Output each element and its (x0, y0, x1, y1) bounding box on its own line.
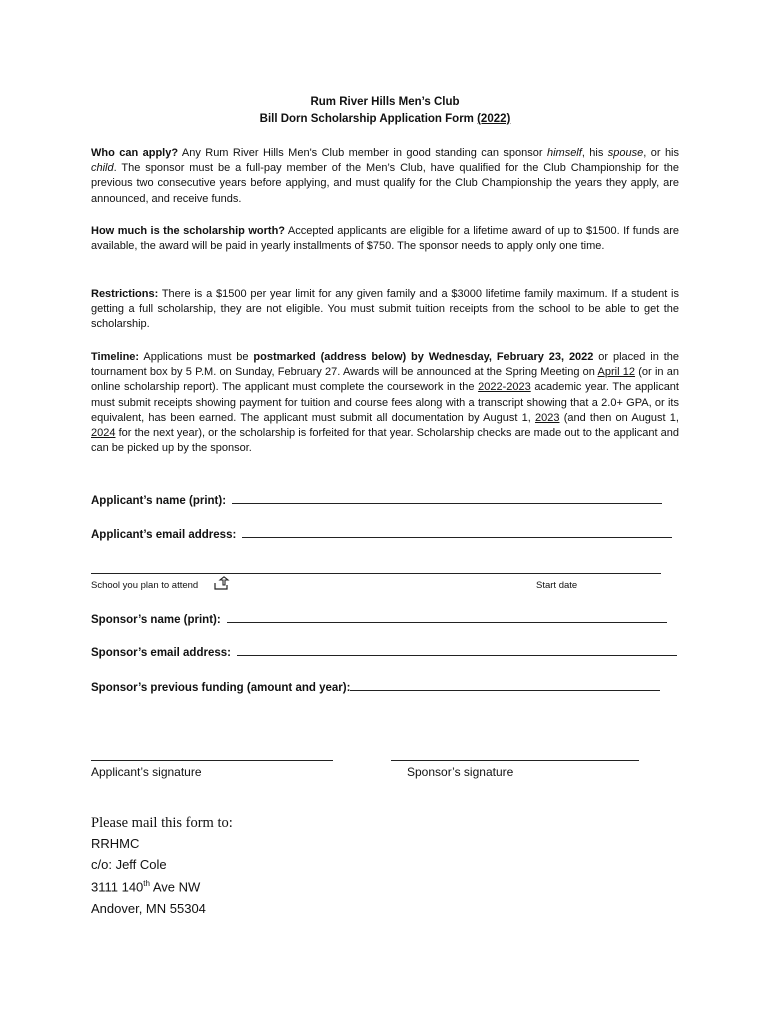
applicant-name-field (91, 491, 662, 507)
form-title (0, 113, 770, 125)
address-line-2: c/o: Jeff Cole (91, 857, 167, 872)
timeline-text-5: (and then on August 1, (559, 411, 679, 424)
restrictions-paragraph (91, 287, 679, 333)
org-title: Rum River Hills Men’s Club (310, 96, 460, 108)
address-line-3-sup: th (143, 879, 150, 888)
sponsor-signature-line[interactable] (391, 760, 639, 761)
sponsor-email-line[interactable] (237, 643, 677, 656)
address-line-1: RRHMC (91, 836, 140, 851)
share-upload-icon (213, 576, 230, 591)
school-line[interactable] (91, 573, 661, 574)
worth-text: Accepted applicants are eligible for a lifetime award of up to $1500. If funds are available, the award will be paid in yearly installments of $750. The sponsor needs to apply only one time. (91, 225, 679, 253)
applicant-name-label: Applicant’s name (print): (91, 495, 227, 507)
applicant-email-line[interactable] (242, 525, 672, 538)
sponsor-funding-line[interactable] (350, 678, 660, 691)
timeline-text-3: (or in an online scholarship report). The applicant must complete the coursework in the (91, 366, 679, 394)
timeline-years: 2022-2023 (478, 381, 531, 394)
sponsor-email-label: Sponsor’s email address: (91, 647, 231, 659)
who-text-2: , his (581, 147, 608, 159)
restrictions-label: Restrictions: (91, 288, 159, 300)
start-date-label: Start date (536, 580, 578, 591)
timeline-text-2: or placed in the tournament box by 5 P.M. on Sunday, February 27. Awards will be announced at the Spring Meeting on (91, 351, 679, 379)
sponsor-signature-label: Sponsor’s signature (407, 765, 514, 779)
form-title-text: Bill Dorn Scholarship Application Form (259, 113, 478, 125)
who-child: child (91, 162, 114, 175)
sponsor-funding-field (91, 678, 660, 694)
applicant-signature-label: Applicant’s signature (91, 765, 202, 779)
who-label: Who can apply? (91, 147, 179, 159)
who-text-3: , or his (643, 147, 680, 159)
applicant-email-field (91, 525, 672, 541)
applicant-signature-line[interactable] (91, 760, 333, 761)
form-year: (2022) (477, 113, 511, 125)
worth-label: How much is the scholarship worth? (91, 225, 286, 237)
timeline-deadline: postmarked (address below) by Wednesday, February 23, 2022 (253, 351, 594, 363)
timeline-label: Timeline: (91, 351, 140, 363)
timeline-2023: 2023 (535, 411, 560, 424)
who-text-4: . The sponsor must be a full-pay member of the Men’s Club, have qualified for the Club Championship for the previous two consecutive years before applying, and must qualify for the Club Championship the years they apply, are announced, and receive funds. (91, 162, 679, 205)
sponsor-funding-label: Sponsor’s previous funding (amount and year): (91, 682, 351, 694)
sponsor-name-label: Sponsor’s name (print): (91, 614, 221, 626)
sponsor-email-field (91, 643, 677, 659)
sponsor-name-line[interactable] (227, 610, 667, 623)
timeline-text-1: Applications must be (139, 351, 254, 363)
timeline-april: April 12 (597, 366, 636, 379)
who-text-1: Any Rum River Hills Men's Club member in good standing can sponsor (178, 147, 547, 159)
address-line-4: Andover, MN 55304 (91, 901, 206, 916)
who-himself: himself (546, 147, 582, 159)
mail-heading: Please mail this form to: (91, 815, 233, 831)
timeline-text-4: academic year. The applicant must submit receipts showing payment for tuition and course fees along with a transcript showing that a 2.0+ GPA, or its equivalent, has been earned. The applicant must submit all documentation by August 1, (91, 381, 679, 424)
applicant-email-label: Applicant’s email address: (91, 529, 237, 541)
timeline-2024: 2024 (91, 427, 116, 440)
address-line-3-number: 3111 140 (91, 879, 144, 895)
applicant-name-line[interactable] (232, 491, 662, 504)
school-label: School you plan to attend (91, 580, 199, 591)
timeline-text-6: for the next year), or the scholarship is forfeited for that year. Scholarship checks are made out to the applicant and can be picked up by the sponsor. (91, 427, 679, 455)
sponsor-name-field (91, 610, 667, 626)
who-can-apply-paragraph (91, 146, 679, 207)
who-spouse: spouse (607, 147, 644, 159)
timeline-paragraph (91, 350, 679, 456)
worth-paragraph (91, 224, 679, 254)
address-line-3 (91, 879, 200, 894)
restrictions-text: There is a $1500 per year limit for any given family and a $3000 lifetime family maximum. If a student is getting a full scholarship, they are not eligible. You must submit tuition receipts from the school to be able to get the scholarship. (91, 288, 679, 331)
address-line-3-street: Ave NW (149, 879, 201, 895)
